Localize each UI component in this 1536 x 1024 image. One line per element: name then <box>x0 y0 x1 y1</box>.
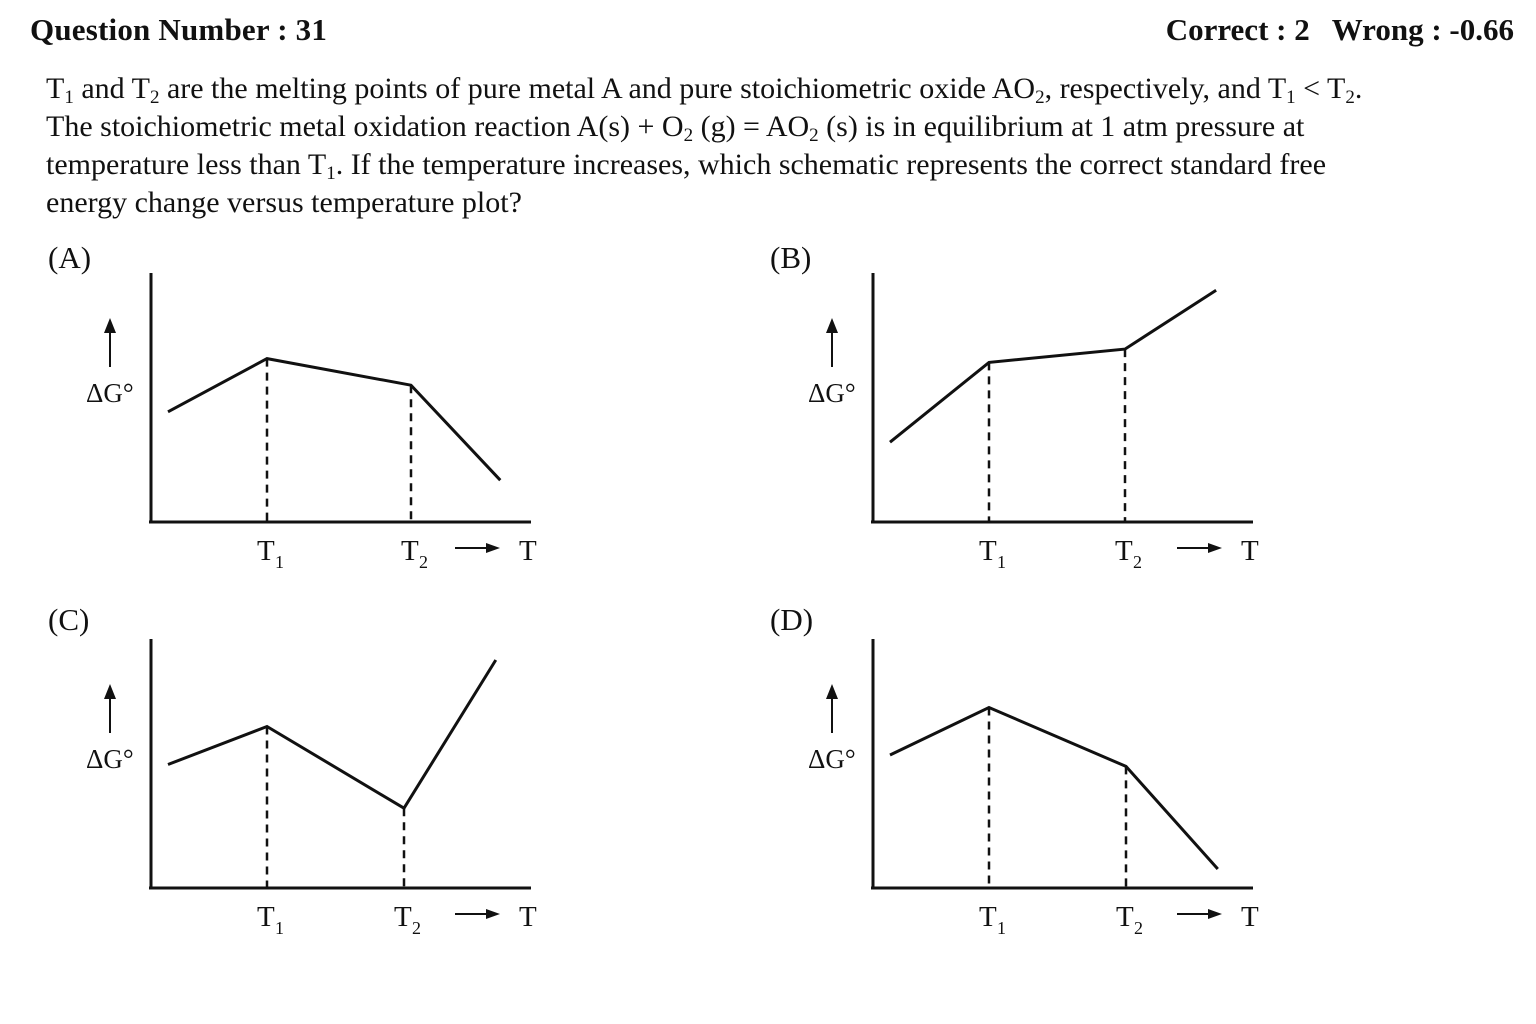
x-axis-label-c: T <box>519 901 537 933</box>
question-fragment: are the melting points of pure metal A and pure stoichiometric oxide AO <box>159 72 1036 105</box>
tick-label-t1-sub-a: 1 <box>275 552 284 572</box>
tick-label-t2-sub-d: 2 <box>1134 918 1143 938</box>
tick-label-t1-a: T <box>257 535 275 567</box>
x-axis-label-d: T <box>1241 901 1259 933</box>
option-b-label: (B) <box>770 240 812 275</box>
y-arrow-head-c <box>104 684 116 699</box>
question-fragment: . The stoichiometric metal oxidation reaction A(s) + O <box>46 72 1363 143</box>
subscript: 2 <box>683 125 694 146</box>
tick-label-t1-sub-b: 1 <box>997 552 1006 572</box>
option-d-label: (D) <box>770 602 814 637</box>
tick-label-t1-sub-c: 1 <box>275 918 284 938</box>
curve-d <box>890 708 1218 870</box>
subscript: 1 <box>326 163 336 184</box>
tick-label-t2-sub-a: 2 <box>419 552 428 572</box>
curve-a <box>168 359 500 481</box>
y-axis-label-c: ΔG° <box>86 744 134 774</box>
y-axis-label-d: ΔG° <box>808 744 856 774</box>
question-fragment: (s) is in equilibrium at 1 atm pressure at temperature less than T <box>46 110 1305 181</box>
subscript: 2 <box>1035 87 1045 108</box>
question-fragment: and T <box>73 72 150 105</box>
tick-label-t1-c: T <box>257 901 275 933</box>
question-fragment: (g) = AO <box>693 110 810 143</box>
question-fragment: T <box>46 72 65 105</box>
subscript: 2 <box>809 125 819 146</box>
question-fragment: < T <box>1295 72 1346 105</box>
question-fragment: . If the temperature increases, which schematic represents the correct standard free energy change versus temperature plot? <box>46 148 1327 219</box>
curve-c <box>168 660 496 808</box>
question-fragment: , respectively, and T <box>1044 72 1287 105</box>
subscript: 1 <box>64 87 74 108</box>
option-a-label: (A) <box>48 240 92 275</box>
curve-b <box>890 290 1216 442</box>
tick-label-t1-b: T <box>979 535 997 567</box>
correct-mark: Correct : 2 <box>1165 12 1310 47</box>
wrong-mark: Wrong : -0.66 <box>1331 12 1514 47</box>
question-number: Question Number : 31 <box>30 12 328 47</box>
x-arrow-head-a <box>486 543 500 553</box>
tick-label-t2-a: T <box>401 535 419 567</box>
tick-label-t2-d: T <box>1116 901 1134 933</box>
subscript: 2 <box>1345 87 1355 108</box>
tick-label-t2-b: T <box>1115 535 1133 567</box>
y-arrow-head-b <box>826 318 838 333</box>
x-axis-label-b: T <box>1241 535 1259 567</box>
y-axis-label-b: ΔG° <box>808 378 856 408</box>
subscript: 2 <box>149 87 160 108</box>
tick-label-t2-sub-b: 2 <box>1133 552 1142 572</box>
y-arrow-head-a <box>104 318 116 333</box>
y-axis-label-a: ΔG° <box>86 378 134 408</box>
tick-label-t1-sub-d: 1 <box>997 918 1006 938</box>
x-axis-label-a: T <box>519 535 537 567</box>
option-c-label: (C) <box>48 602 90 637</box>
y-arrow-head-d <box>826 684 838 699</box>
x-arrow-head-b <box>1208 543 1222 553</box>
subscript: 1 <box>1286 87 1296 108</box>
x-arrow-head-d <box>1208 909 1222 919</box>
x-arrow-head-c <box>486 909 500 919</box>
tick-label-t2-sub-c: 2 <box>412 918 421 938</box>
tick-label-t1-d: T <box>979 901 997 933</box>
tick-label-t2-c: T <box>394 901 412 933</box>
